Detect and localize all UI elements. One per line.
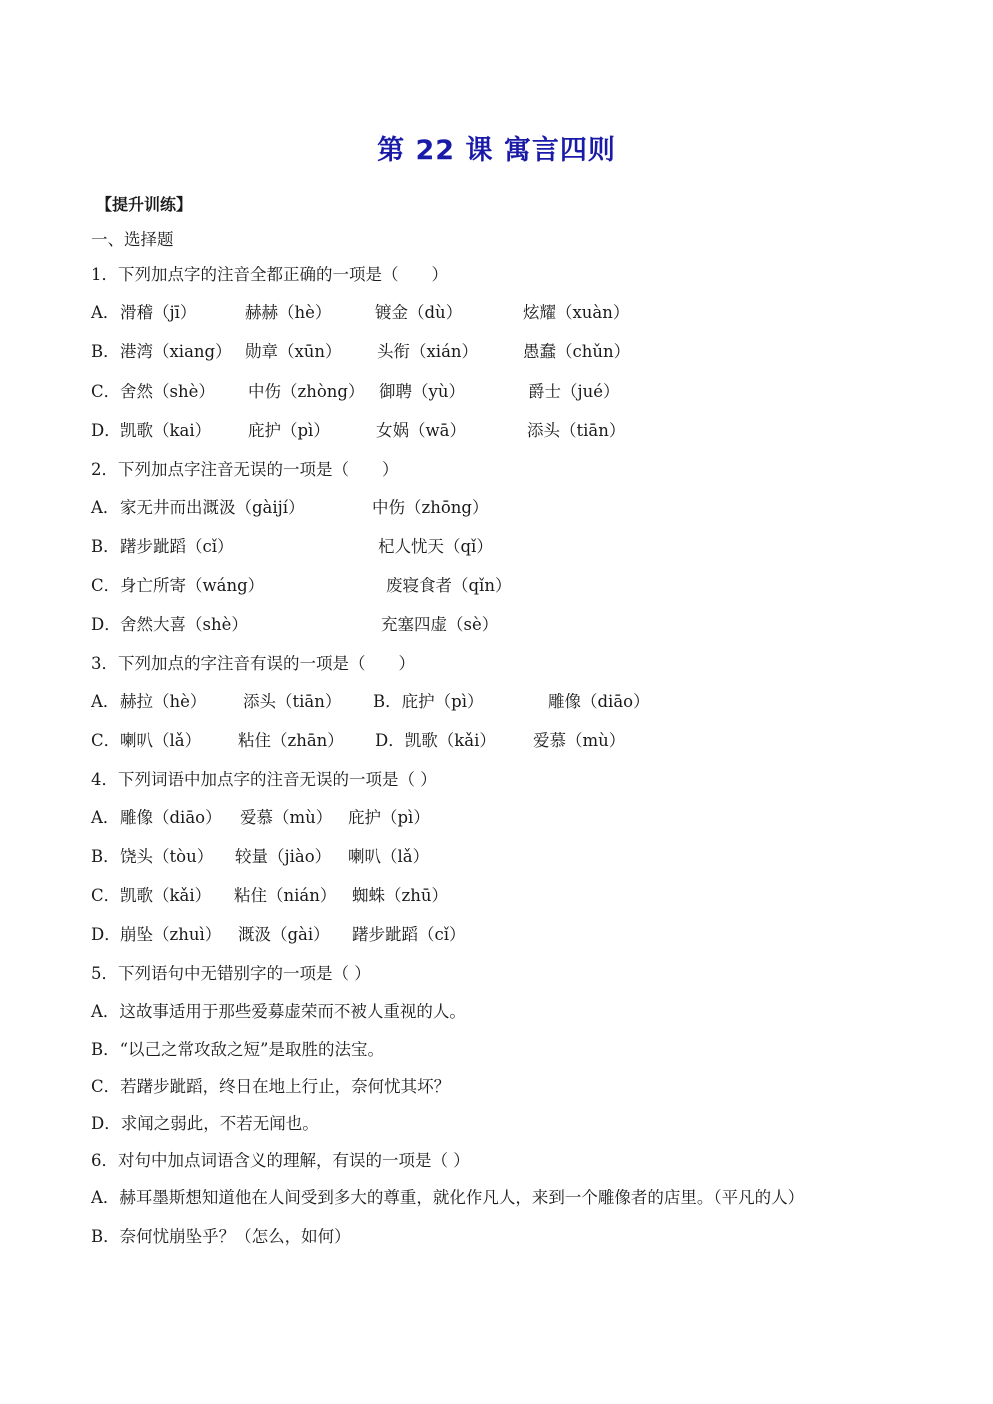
option-item: 御聘（yù）: [379, 382, 465, 401]
option-item: 身亡所寄（wáng）: [120, 576, 265, 595]
option-item: 废寝食者（qǐn）: [386, 576, 512, 595]
option-item: 溉汲（gài）: [238, 925, 330, 944]
option-item: 滑稽（jī）: [120, 303, 197, 322]
option-letter: A．: [91, 808, 120, 827]
option-item: 爵士（jué）: [528, 382, 620, 401]
option-item: 赫赫（hè）: [245, 303, 332, 322]
option-item: 舍然（shè）: [120, 382, 215, 401]
option-letter: C．: [91, 576, 121, 595]
option-item: 家无井而出溉汲（gàijí）: [120, 498, 305, 517]
option-item: 躇步跐蹈（cǐ）: [352, 925, 466, 944]
option-item: 女娲（wā）: [376, 421, 466, 440]
option-item: 爱慕（mù）: [533, 731, 626, 750]
option-letter: A．: [91, 498, 120, 517]
option-letter: C．: [91, 731, 121, 750]
option-letter: D．: [91, 615, 121, 634]
option-item: 添头（tiān）: [243, 692, 342, 711]
question-stem: 5．下列语句中无错别字的一项是（ ）: [91, 964, 371, 983]
option-item: 喇叭（lǎ）: [348, 847, 430, 866]
option-item: 崩坠（zhuì）: [120, 925, 222, 944]
option-item: 愚蠢（chǔn）: [523, 342, 631, 361]
option-item: 粘住（zhān）: [238, 731, 344, 750]
option-item: 庇护（pì）: [248, 421, 330, 440]
option-item: 勋章（xūn）: [245, 342, 342, 361]
option-item: 杞人忧天（qǐ）: [378, 537, 493, 556]
option-item: 添头（tiān）: [527, 421, 626, 440]
question-stem: 1．下列加点字的注音全都正确的一项是（ ）: [91, 265, 448, 284]
option-item: 庇护（pì）: [348, 808, 430, 827]
option-item: 舍然大喜（shè）: [120, 615, 248, 634]
option-item: B．庇护（pì）: [373, 692, 484, 711]
option-line: B．奈何忧崩坠乎？（怎么，如何）: [91, 1227, 351, 1246]
option-item: 充塞四虚（sè）: [381, 615, 499, 634]
option-item: 港湾（xiang）: [120, 342, 232, 361]
option-letter: B．: [91, 342, 120, 361]
option-item: 喇叭（lǎ）: [120, 731, 202, 750]
option-item: 粘住（nián）: [234, 886, 337, 905]
option-item: D．凯歌（kǎi）: [375, 731, 496, 750]
option-line: D．求闻之弱此，不若无闻也。: [91, 1114, 319, 1133]
part-label: 一、选择题: [91, 230, 174, 249]
option-letter: B．: [91, 537, 120, 556]
option-item: 赫拉（hè）: [120, 692, 207, 711]
option-line: A．赫耳墨斯想知道他在人间受到多大的尊重，就化作凡人，来到一个雕像者的店里。（平凡的人）: [91, 1188, 805, 1207]
option-letter: D．: [91, 925, 121, 944]
option-item: 凯歌（kǎi）: [120, 886, 212, 905]
option-item: 蜘蛛（zhū）: [352, 886, 448, 905]
option-letter: C．: [91, 382, 121, 401]
option-letter: D．: [91, 421, 121, 440]
option-item: 凯歌（kai）: [120, 421, 212, 440]
option-letter: A．: [91, 692, 120, 711]
option-line: A．这故事适用于那些爱募虚荣而不被人重视的人。: [91, 1002, 466, 1021]
question-stem: 4．下列词语中加点字的注音无误的一项是（ ）: [91, 770, 437, 789]
option-item: 中伤（zhōng）: [372, 498, 489, 517]
option-letter: A．: [91, 303, 120, 322]
option-line: B．“以己之常攻敌之短”是取胜的法宝。: [91, 1040, 384, 1059]
section-label: 【提升训练】: [96, 195, 193, 214]
option-item: 饶头（tòu）: [120, 847, 214, 866]
option-line: C．若躇步跐蹈，终日在地上行止，奈何忧其坏？: [91, 1077, 451, 1096]
option-item: 头衔（xián）: [377, 342, 479, 361]
page-title: 第 22 课 寓言四则: [377, 135, 616, 166]
question-stem: 2．下列加点字注音无误的一项是（ ）: [91, 460, 399, 479]
question-stem: 6．对句中加点词语含义的理解，有误的一项是（ ）: [91, 1151, 470, 1170]
option-letter: C．: [91, 886, 121, 905]
option-item: 较量（jiào）: [235, 847, 332, 866]
option-item: 雕像（diāo）: [120, 808, 222, 827]
question-stem: 3．下列加点的字注音有误的一项是（ ）: [91, 654, 415, 673]
option-item: 躇步跐蹈（cǐ）: [120, 537, 234, 556]
option-letter: B．: [91, 847, 120, 866]
option-item: 雕像（diāo）: [548, 692, 650, 711]
option-item: 炫耀（xuàn）: [523, 303, 630, 322]
option-item: 爱慕（mù）: [240, 808, 333, 827]
option-item: 中伤（zhòng）: [248, 382, 365, 401]
option-item: 镀金（dù）: [375, 303, 463, 322]
